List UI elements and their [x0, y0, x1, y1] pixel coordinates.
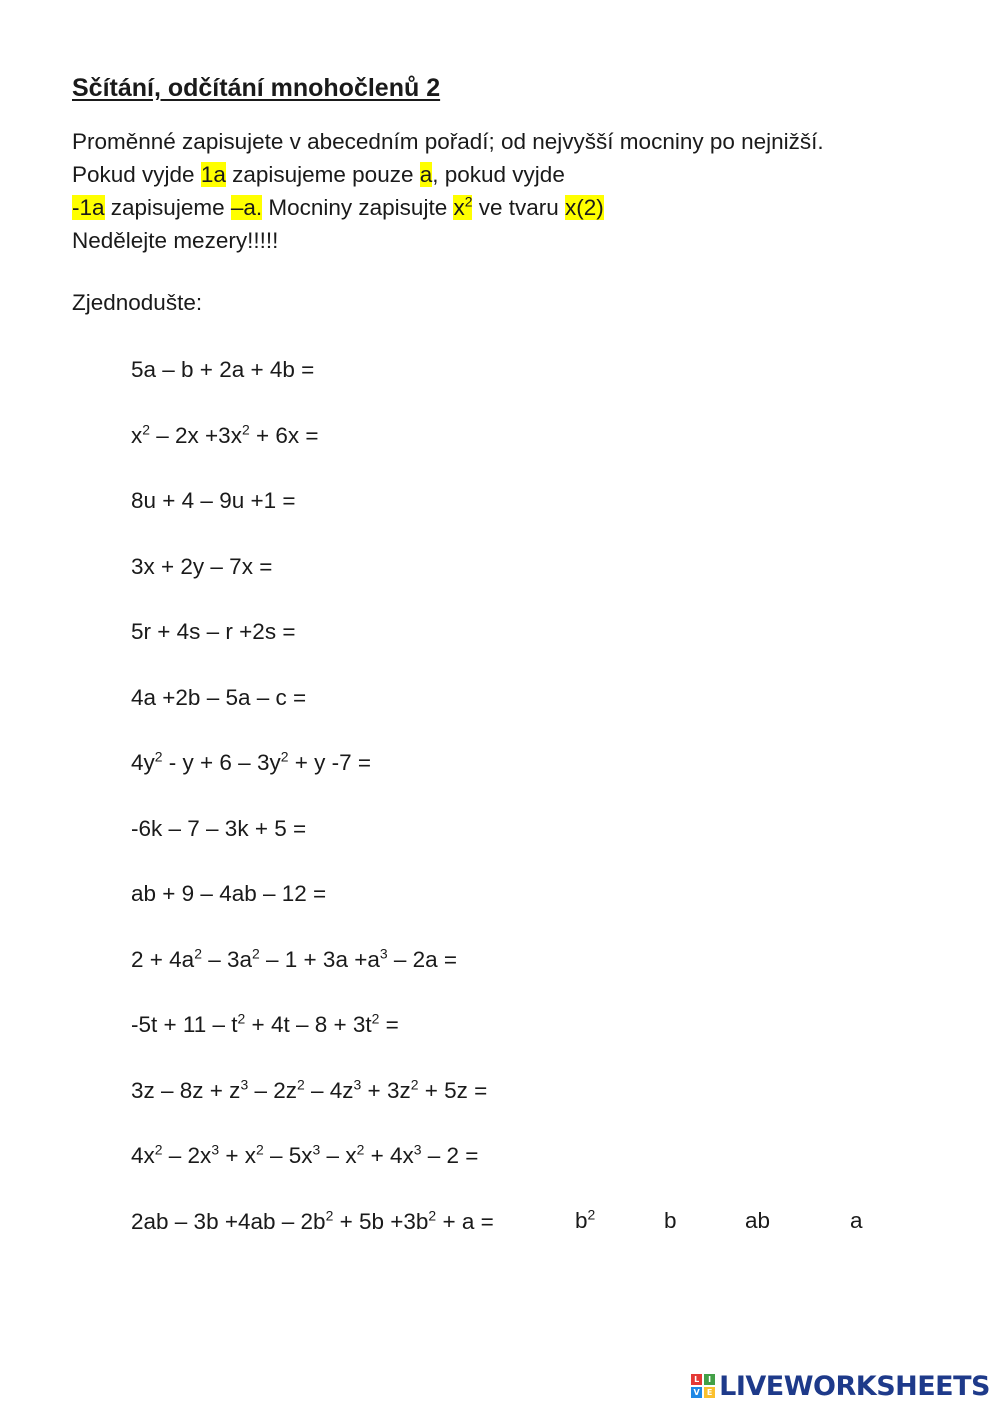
problem-1	[131, 355, 951, 421]
expression-text: ab + 9 – 4ab – 12 =	[131, 881, 327, 906]
exponent: 2	[252, 945, 260, 961]
expression-text: 4y	[131, 750, 155, 775]
problem-8	[131, 814, 951, 880]
liveworksheets-logo	[691, 1369, 990, 1403]
subheading: Zjednodušte:	[72, 290, 203, 315]
exponent: 2	[325, 1207, 334, 1223]
problem-11	[131, 1010, 951, 1076]
expression-text: – 5x	[263, 1143, 313, 1168]
expression-text: + a =	[436, 1208, 494, 1234]
expression-text: 2 + 4a	[131, 946, 195, 972]
choice-a[interactable]: a	[850, 1208, 863, 1233]
problem-2	[131, 421, 951, 487]
problem-3	[131, 486, 951, 552]
highlight-x-squared	[453, 195, 472, 220]
logo-text: LIVEWORKSHEETS	[719, 1370, 990, 1402]
choice-exponent: 2	[587, 1206, 596, 1223]
exponent: 2	[255, 1141, 264, 1158]
problem-10	[131, 945, 951, 1011]
worksheet-title: Sčítání, odčítání mnohočlenů 2	[72, 74, 441, 102]
expression-text: – 2z	[248, 1077, 297, 1103]
expression-text: + 5z =	[418, 1077, 488, 1103]
expression-text: – 2x +3x	[150, 422, 242, 448]
instruction-text: Pokud vyjde	[72, 162, 201, 187]
expression-text: 5r + 4s – r +2s =	[131, 619, 296, 644]
exponent: 2	[154, 748, 163, 765]
expression-text: 4x	[131, 1143, 155, 1168]
exponent: 3	[240, 1076, 249, 1092]
exponent: 2	[194, 945, 202, 961]
problem-12	[131, 1076, 951, 1142]
exponent: 2	[154, 1141, 163, 1158]
instruction-text: Mocniny zapisujte	[262, 195, 454, 220]
logo-mark-letter: V	[691, 1387, 702, 1398]
expression-text: + 4x	[364, 1143, 414, 1168]
choice-ab[interactable]: ab	[745, 1208, 771, 1233]
highlight-x-2-format: x(2)	[565, 195, 604, 220]
expression-text: + 3z	[361, 1077, 411, 1103]
problem-9	[131, 879, 951, 945]
problem-5	[131, 617, 951, 683]
expression-text: 4a +2b – 5a – c =	[131, 684, 307, 710]
exponent: 2	[280, 748, 289, 765]
problem-7	[131, 748, 951, 814]
expression-text: + x	[219, 1143, 256, 1168]
expression-text: 5a – b + 2a + 4b =	[131, 357, 315, 382]
expression-text: – 2 =	[421, 1143, 479, 1168]
problem-4	[131, 552, 951, 618]
expression-text: – 3a	[201, 946, 252, 972]
exponent: 3	[312, 1141, 321, 1158]
exponent: 2	[296, 1076, 305, 1092]
instruction-text: , pokud vyjde	[432, 162, 565, 187]
highlight-1a: 1a	[200, 162, 226, 187]
expression-text: x	[131, 422, 143, 448]
expression-text: =	[379, 1012, 399, 1037]
exponent: 3	[211, 1141, 220, 1158]
instruction-line-3	[72, 191, 952, 224]
expression-text: + y -7 =	[288, 750, 372, 775]
choice-b-squared[interactable]	[575, 1208, 595, 1234]
choice-b[interactable]: b	[664, 1208, 677, 1233]
instruction-line-4: Nedělejte mezery!!!!!	[72, 228, 279, 253]
expression-text: - y + 6 – 3y	[162, 750, 281, 775]
exponent: 2	[356, 1141, 365, 1158]
exponent: 2	[428, 1207, 437, 1223]
expression-text: -6k – 7 – 3k + 5 =	[131, 815, 307, 841]
highlight-minus-a: –a.	[230, 195, 263, 220]
logo-mark-letter: L	[691, 1374, 702, 1385]
expression-text: -5t + 11 – t	[131, 1012, 238, 1037]
expression-text: 8u + 4 – 9u +1 =	[131, 488, 296, 513]
instructions	[72, 125, 952, 257]
highlight-a: a	[419, 162, 433, 187]
problem-13	[131, 1141, 951, 1207]
expression-text: 3x + 2y – 7x =	[131, 553, 273, 579]
instruction-text: zapisujeme pouze	[225, 162, 420, 187]
expression-text: + 6x =	[249, 422, 319, 448]
choice-base: b	[575, 1208, 588, 1233]
exponent: 2	[464, 193, 473, 210]
exponent: 3	[353, 1076, 362, 1092]
instruction-line-1: Proměnné zapisujete v abecedním pořadí; od nejvyšší mocniny po nejnižší.	[72, 129, 824, 154]
instruction-text: zapisujeme	[104, 195, 231, 220]
logo-mark-letter: I	[704, 1374, 715, 1385]
expression-text: – 1 + 3a +a	[259, 946, 380, 972]
logo-mark-letter: E	[704, 1387, 715, 1398]
expression-text: – x	[320, 1143, 357, 1168]
instruction-line-2	[72, 158, 952, 191]
answer-choices	[0, 1208, 1000, 1240]
expression-text: 2ab – 3b +4ab – 2b	[131, 1208, 326, 1234]
problem-list	[131, 355, 951, 1272]
highlight-minus-1a: -1a	[72, 195, 105, 220]
exponent: 2	[371, 1010, 380, 1027]
problem-6	[131, 683, 951, 749]
exponent: 2	[241, 421, 250, 437]
exponent: 3	[413, 1141, 422, 1158]
expression-text: + 5b +3b	[333, 1208, 429, 1234]
exponent: 2	[410, 1076, 419, 1092]
exponent: 2	[237, 1010, 246, 1027]
expression-text: – 2x	[162, 1143, 212, 1168]
expression-text: + 4t – 8 + 3t	[245, 1012, 372, 1037]
instruction-text: ve tvaru	[472, 195, 566, 220]
logo-mark-icon	[691, 1374, 715, 1398]
expression-text: – 4z	[304, 1077, 354, 1103]
expression-text: – 2a =	[387, 946, 458, 972]
expression-text: 3z – 8z + z	[131, 1077, 241, 1103]
exponent: 3	[379, 945, 388, 961]
exponent-base: x	[453, 195, 465, 220]
exponent: 2	[142, 421, 151, 437]
